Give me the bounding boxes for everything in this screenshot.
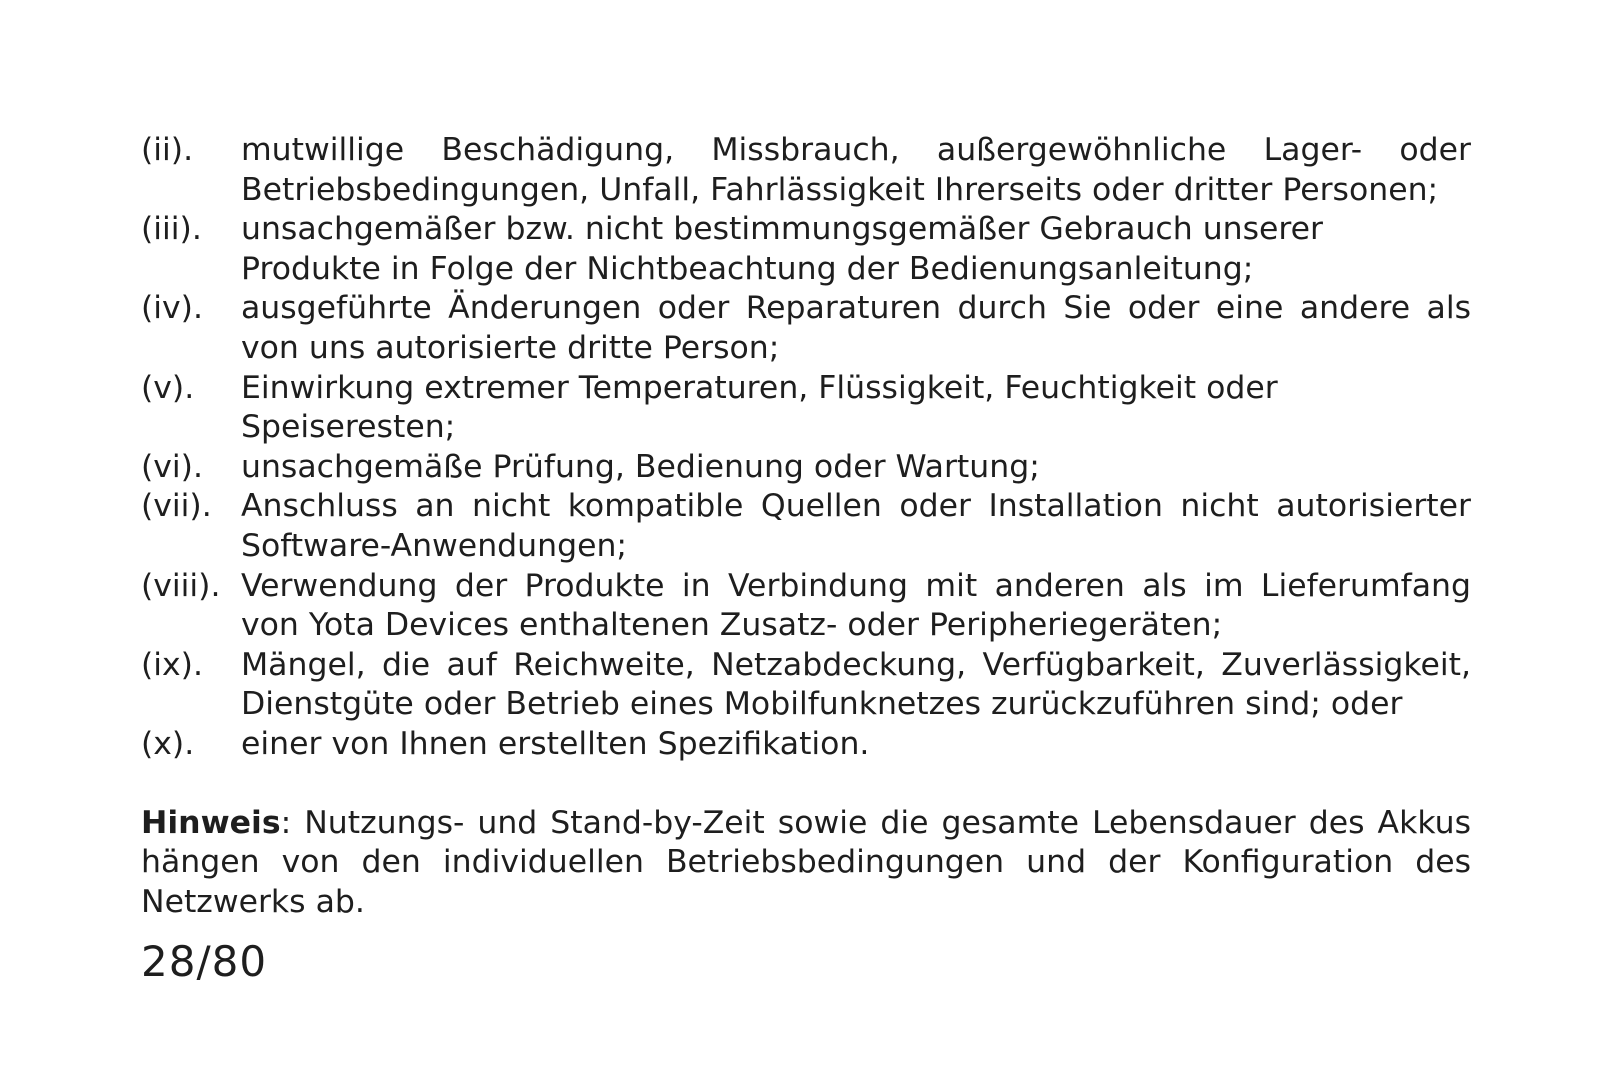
note-text: : Nutzungs- und Stand-by-Zeit sowie die gesamte Lebensdauer des Akkus hängen von den individuellen Betriebsbedingungen und der Konfiguration des Netzwerks ab. [141,804,1471,920]
note-paragraph [141,804,1471,923]
exclusions-list [141,131,1471,765]
list-item-number: (x). [141,725,195,762]
note-label: Hinweis [141,804,281,841]
list-item [141,369,1471,448]
list-item-number: (iv). [141,290,203,327]
list-item-text: Mängel, die auf Reichweite, Netzabdeckung, Verfügbarkeit, Zuverlässigkeit, Dienstgüte oder Betrieb eines Mobilfunknetzes zurückzuführen sind; oder [241,646,1471,723]
list-item [141,725,1471,765]
list-item-number: (viii). [141,567,221,604]
list-item-number: (v). [141,369,195,406]
list-item [141,210,1471,289]
list-item-number: (iii). [141,211,202,248]
list-item [141,289,1471,368]
list-item-number: (ii). [141,132,194,168]
list-item-text: Verwendung der Produkte in Verbindung mit anderen als im Lieferumfang von Yota Devices enthaltenen Zusatz- oder Peripheriegeräten; [241,567,1471,644]
list-item-text: Einwirkung extremer Temperaturen, Flüssigkeit, Feuchtigkeit oder Speiseresten; [241,369,1278,446]
list-item-text: mutwillige Beschädigung, Missbrauch, außergewöhnliche Lager- oder Betriebsbedingungen, Unfall, Fahrlässigkeit Ihrerseits oder dritter Personen; [241,132,1471,208]
document-page [141,131,1471,954]
list-item-text: einer von Ihnen erstellten Spezifikation. [241,725,870,762]
list-item-text: unsachgemäße Prüfung, Bedienung oder Wartung; [241,448,1040,485]
list-item [141,646,1471,725]
list-item [141,487,1471,566]
list-item-number: (ix). [141,646,203,683]
list-item-text: ausgeführte Änderungen oder Reparaturen durch Sie oder eine andere als von uns autorisierte dritte Person; [241,290,1471,366]
list-item-number: (vii). [141,488,212,525]
list-item [141,131,1471,210]
list-item [141,448,1471,488]
page-number: 28/80 [141,937,268,986]
list-item-text: unsachgemäßer bzw. nicht bestimmungsgemäßer Gebrauch unserer Produkte in Folge der Nichtbeachtung der Bedienungsanleitung; [241,211,1324,287]
list-item-text: Anschluss an nicht kompatible Quellen oder Installation nicht autorisierter Software-Anwendungen; [241,488,1471,564]
list-item-number: (vi). [141,448,203,485]
list-item [141,567,1471,646]
